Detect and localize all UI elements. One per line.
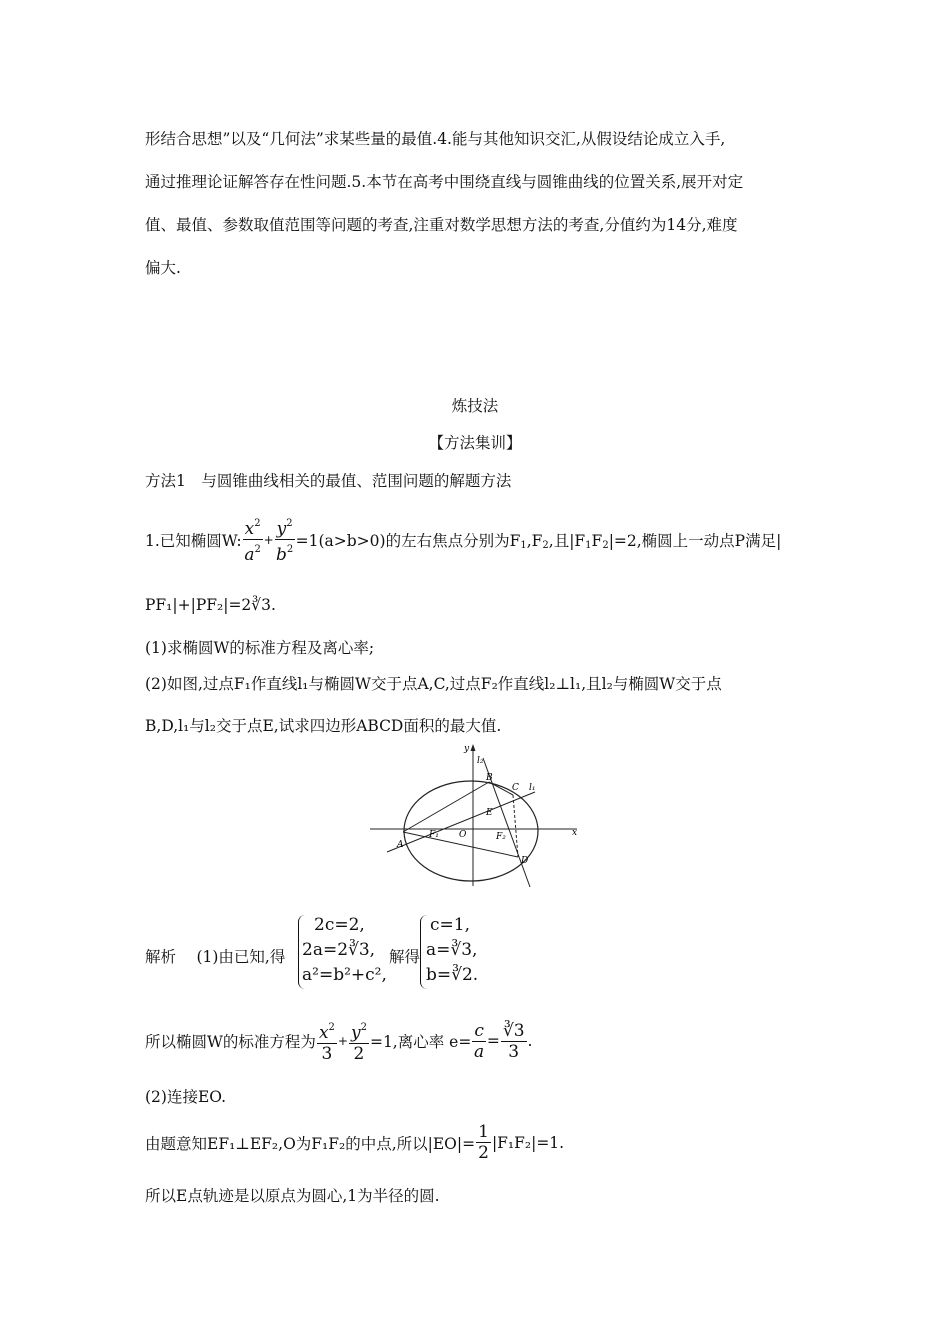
intro-line-1: 形结合思想”以及“几何法”求某些量的最值.4.能与其他知识交汇,从假设结论成立入手, [145, 130, 726, 148]
method-heading: 方法1 与圆锥曲线相关的最值、范围问题的解题方法 [145, 472, 512, 490]
locus-line: 所以E点轨迹是以原点为圆心,1为半径的圆. [145, 1187, 440, 1205]
label-o: O [459, 830, 467, 840]
solution-part-1-text: 解析 (1)由已知,得 [145, 948, 286, 966]
fraction-y2-b2: $\frac{y^2}{b^2}$ [275, 514, 295, 565]
solution-label: 解析 [145, 948, 177, 966]
label-x: x [572, 828, 578, 838]
segment-ab [403, 782, 489, 832]
problem-line-1: 1.已知椭圆W: $\frac{x^2}{a^2}$ + $\frac{y^2}{b^2}$ =1(a>b>0)的左右焦点分别为$F_1,F_2$,且$|F_1F_2|=2$,椭圆上一动点P满足| [145, 514, 781, 565]
system-2-row-1: c=1, [430, 915, 470, 935]
y-axis-arrow [471, 744, 476, 751]
line-l1 [387, 792, 535, 852]
system-1-row-1: 2c=2, [314, 915, 365, 935]
intro-line-2: 通过推理论证解答存在性问题.5.本节在高考中围绕直线与圆锥曲线的位置关系,展开对定 [145, 173, 744, 191]
label-a: A [397, 840, 404, 850]
equation-system-2 [416, 913, 506, 991]
segment-bc [489, 782, 513, 795]
fraction-c-a: $\frac{c}{a}$ [474, 1020, 485, 1062]
fraction-y2-2: $\frac{y^2}{2}$ [349, 1018, 369, 1064]
fraction-x2-a2: $\frac{x^2}{a^2}$ [243, 514, 263, 565]
reasoning-line: 由题意知EF₁⊥EF₂,O为F₁F₂的中点,所以|EO|= $\frac{1}{2}$ |F₁F₂|=1. [145, 1122, 565, 1163]
label-e: E [486, 808, 493, 818]
label-l2: l₂ [477, 756, 484, 766]
section-title: 炼技法 [451, 397, 499, 415]
problem-prefix: 1.已知椭圆W: [145, 531, 242, 550]
label-c: C [512, 783, 519, 793]
label-f1: F₁ [429, 830, 439, 840]
label-f2: F₂ [496, 832, 506, 842]
question-2-line-2: B,D,l₁与l₂交于点E,试求四边形ABCD面积的最大值. [145, 717, 502, 735]
subsection-title: 【方法集训】 [428, 434, 522, 452]
fraction-sqrt3-3: $\frac{∛3}{3}$ [502, 1020, 525, 1062]
standard-equation-line: 所以椭圆W的标准方程为 $\frac{x^2}{3}$ + $\frac{y^2}{2}$ =1,离心率 e= $\frac{c}{a}$ = $\frac{∛3}{3}$ . [145, 1018, 532, 1064]
intro-line-4: 偏大. [145, 259, 181, 277]
question-2-line-1: (2)如图,过点F₁作直线l₁与椭圆W交于点A,C,过点F₂作直线l₂⊥l₁,且l₂与椭圆W交于点 [145, 675, 722, 693]
intro-line-3: 值、最值、参数取值范围等问题的考查,注重对数学思想方法的考查,分值约为14分,难度 [145, 216, 738, 234]
system-2-row-2: a=∛3, [426, 940, 478, 960]
label-b: B [486, 773, 493, 783]
equation-system-1 [294, 913, 394, 991]
label-l1: l₁ [529, 783, 536, 793]
label-y: y [464, 744, 470, 754]
system-2-row-3: b=∛2. [426, 965, 479, 985]
solve-word: 解得 [389, 948, 421, 966]
fraction-x2-3: $\frac{x^2}{3}$ [317, 1018, 337, 1064]
solution-part-2: (2)连接EO. [145, 1088, 226, 1106]
system-1-row-2: 2a=2∛3, [302, 940, 376, 960]
ellipse-w [404, 781, 538, 881]
question-1: (1)求椭圆W的标准方程及离心率; [145, 639, 375, 657]
label-d: D [521, 856, 529, 866]
system-1-row-3: a²=b²+c², [302, 965, 387, 985]
ellipse-figure [365, 740, 585, 890]
problem-mid: =1(a>b>0)的左右焦点分别为$F_1,F_2$,且$|F_1F_2|=2$,椭圆上一动点P满足| [295, 531, 782, 551]
fraction-one-half: $\frac{1}{2}$ [478, 1122, 489, 1163]
problem-line-2: PF₁|+|PF₂|=2∛3. [145, 596, 276, 614]
